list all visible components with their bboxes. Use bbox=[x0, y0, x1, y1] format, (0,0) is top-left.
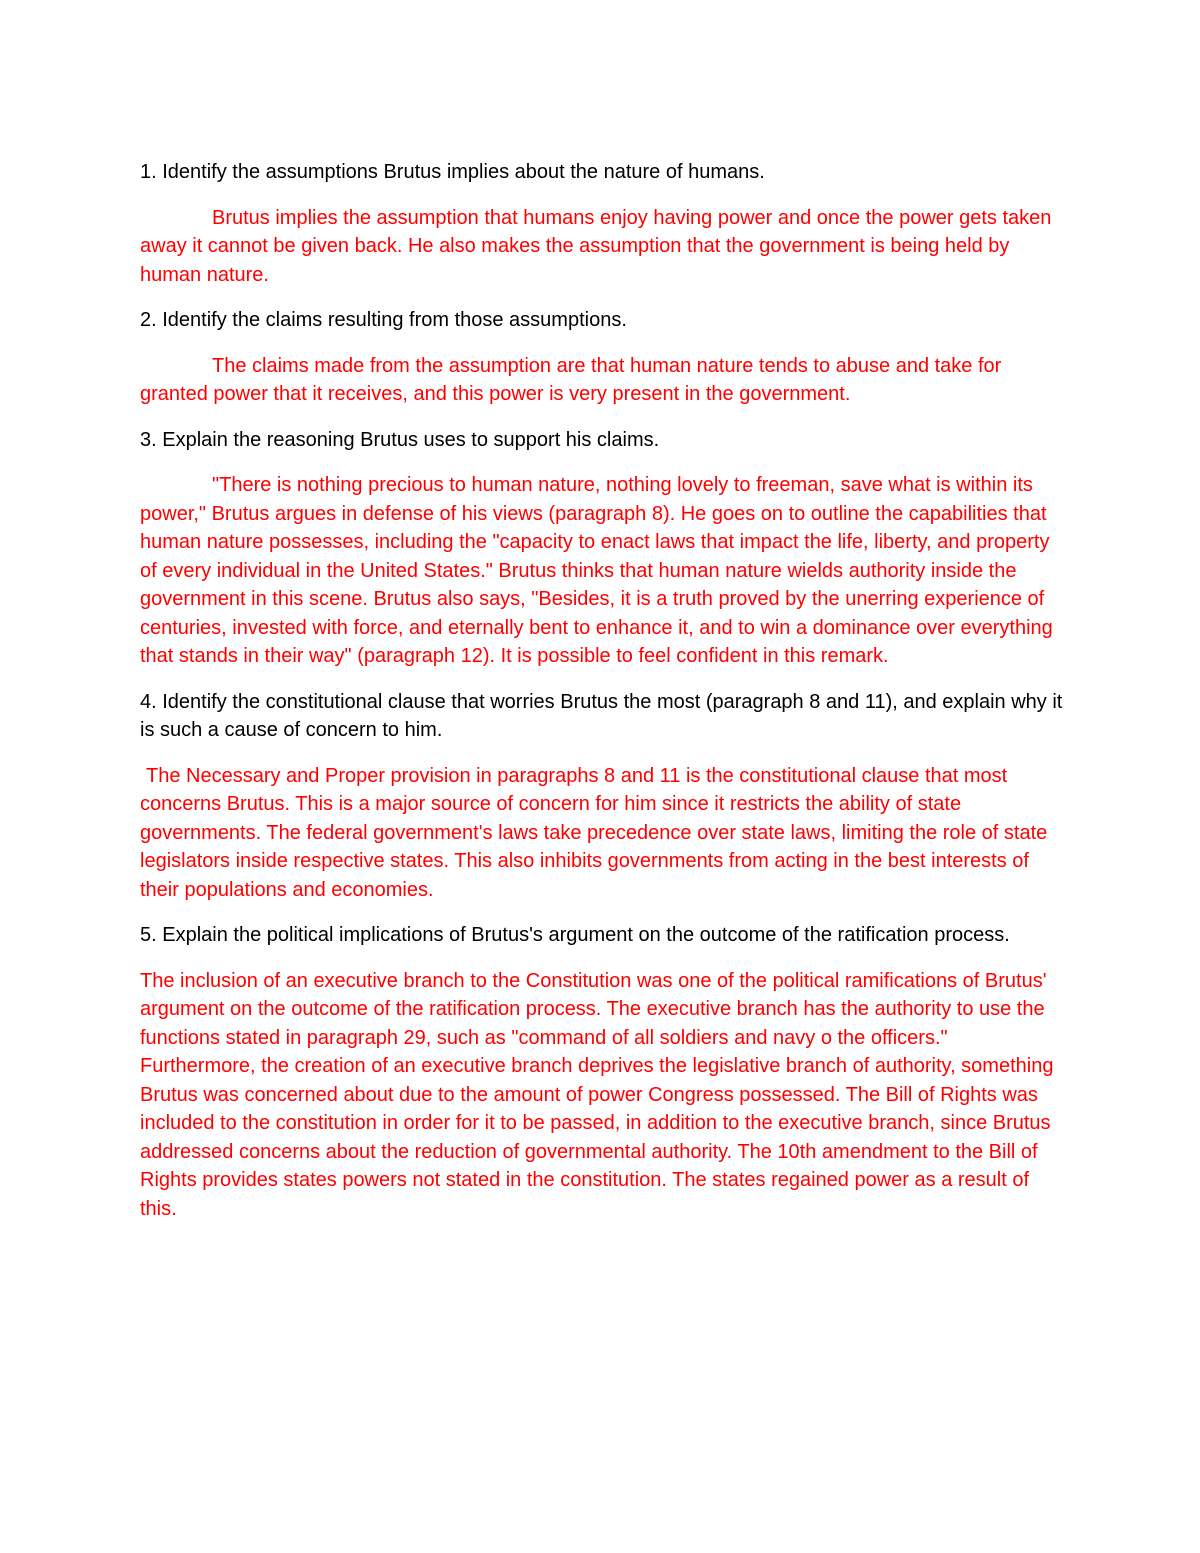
question-4: 4. Identify the constitutional clause that worries Brutus the most (paragraph 8 and 11), and explain why it is such a cause of concern to him. bbox=[140, 690, 1063, 741]
answer-5: The inclusion of an executive branch to the Constitution was one of the political ramifications of Brutus' argument on the outcome of the ratification process. The executive branch has the authority to use the functions stated in paragraph 29, such as "command of all soldiers and navy o the officers." Furthermore, the creation of an executive branch deprives the legislative branch of authority, something Brutus was concerned about due to the amount of power Congress possessed. The Bill of Rights was included to the constitution in order for it to be passed, in addition to the executive branch, since Brutus addressed concerns about the reduction of governmental authority. The 10th amendment to the Bill of Rights provides states powers not stated in the constitution. The states regained power as a result of this. bbox=[140, 969, 1054, 1220]
question-5: 5. Explain the political implications of Brutus's argument on the outcome of the ratification process. bbox=[140, 924, 1010, 946]
answer-4: The Necessary and Proper provision in paragraphs 8 and 11 is the constitutional clause that most concerns Brutus. This is a major source of concern for him since it restricts the ability of state governments. The federal government's laws take precedence over state laws, limiting the role of state legislators inside respective states. This also inhibits governments from acting in the best interests of their populations and economies. bbox=[140, 764, 1048, 901]
question-2: 2. Identify the claims resulting from those assumptions. bbox=[140, 309, 627, 331]
answer-2: The claims made from the assumption are that human nature tends to abuse and take for granted power that it receives, and this power is very present in the government. bbox=[140, 354, 1002, 405]
document-body bbox=[140, 158, 1065, 1240]
answer-3: "There is nothing precious to human nature, nothing lovely to freeman, save what is within its power," Brutus argues in defense of his views (paragraph 8). He goes on to outline the capabilities that human nature possesses, including the "capacity to enact laws that impact the life, liberty, and property of every individual in the United States." Brutus thinks that human nature wields authority inside the government in this scene. Brutus also says, "Besides, it is a truth proved by the unerring experience of centuries, invested with force, and eternally bent to enhance it, and to win a dominance over everything that stands in their way" (paragraph 12). It is possible to feel confident in this remark. bbox=[140, 474, 1053, 667]
question-3: 3. Explain the reasoning Brutus uses to support his claims. bbox=[140, 428, 660, 451]
question-1: 1. Identify the assumptions Brutus implies about the nature of humans. bbox=[140, 161, 765, 183]
answer-1: Brutus implies the assumption that humans enjoy having power and once the power gets taken away it cannot be given back. He also makes the assumption that the government is being held by human nature. bbox=[140, 206, 1052, 286]
